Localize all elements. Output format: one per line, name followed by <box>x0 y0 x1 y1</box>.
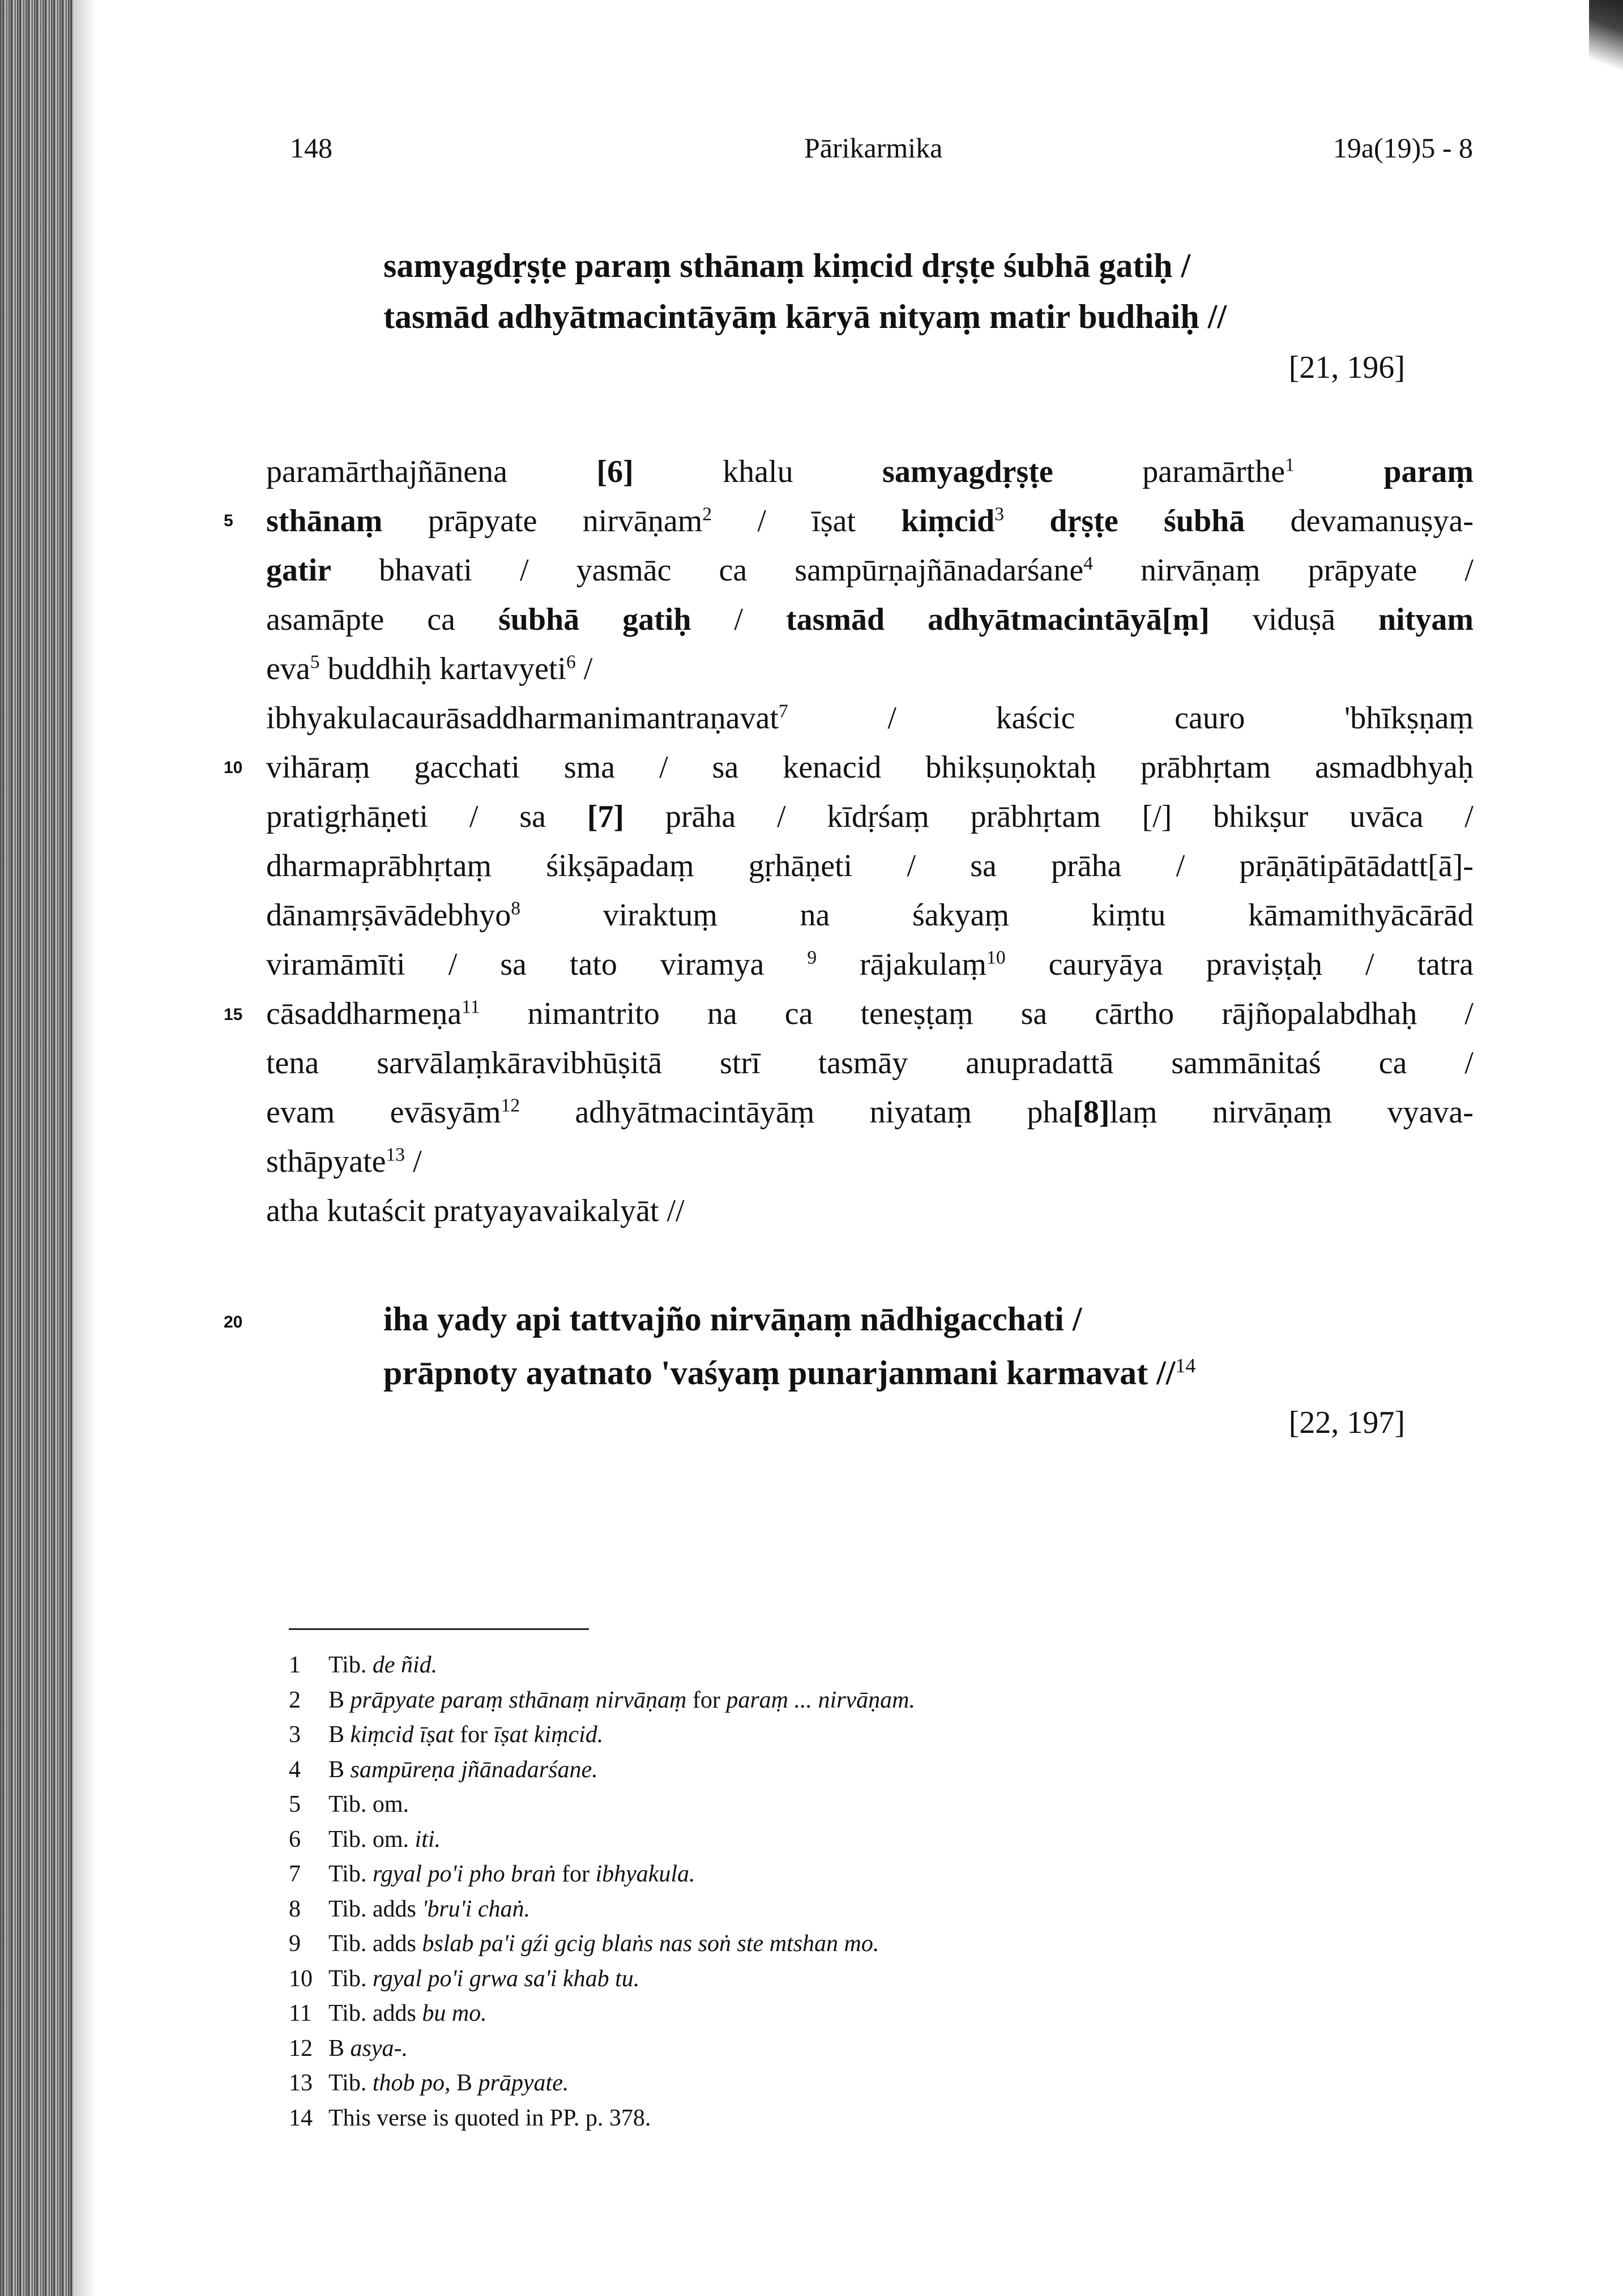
footnote-number: 12 <box>289 2035 313 2062</box>
verse-22-line-2: prāpnoty ayatnato 'vaśyaṃ punarjanmani karmavat //$^{14}$ <box>383 1354 1196 1392</box>
footnote <box>289 2066 915 2101</box>
footnote-number: 6 <box>289 1826 301 1853</box>
line-number: 10 <box>224 758 243 777</box>
footnote-number: 3 <box>289 1722 301 1748</box>
footnote <box>289 2101 915 2136</box>
footnote-text: B <box>328 2035 351 2062</box>
commentary-line: dharmaprābhṛtaṃ śikṣāpadaṃ gṛhāṇeti / sa prāha / prāṇātipātādatt[ā]- <box>266 848 1473 884</box>
footnote-text: Tib. om. <box>328 1791 409 1817</box>
footnote-text: B <box>328 1687 351 1713</box>
footnote-text: ibhyakula. <box>595 1861 695 1887</box>
folio-reference: 19a(19)5 - 8 <box>1332 132 1473 164</box>
footnote <box>289 1683 915 1718</box>
footnote-text: Tib. <box>328 1652 373 1678</box>
footnote-number: 2 <box>289 1687 301 1713</box>
line-number: 15 <box>224 1005 243 1024</box>
footnote <box>289 1648 915 1683</box>
footnote-text: asya-. <box>350 2035 408 2062</box>
footnote-text: for <box>556 1861 596 1887</box>
footnote-text: īṣat kiṃcid. <box>493 1722 604 1748</box>
line-number: 5 <box>224 511 233 530</box>
commentary-line: asamāpte ca śubhā gatiḥ / tasmād adhyātmacintāyā[ṃ] viduṣā nityam <box>266 602 1473 637</box>
commentary-line: gatir bhavati / yasmāc ca sampūrṇajñānadarśane$^4$ nirvāṇaṃ prāpyate / <box>266 553 1473 588</box>
verse-22-line-1: iha yady api tattvajño nirvāṇaṃ nādhigacchati / <box>383 1300 1082 1338</box>
footnote-text: Tib. adds <box>328 1896 422 1922</box>
footnote-number: 14 <box>289 2105 313 2131</box>
commentary-line: pratigṛhāṇeti / sa [7] prāha / kīdṛśaṃ prābhṛtam [/] bhikṣur uvāca / <box>266 799 1473 834</box>
footnote <box>289 1718 915 1753</box>
footnote-text: Tib. adds <box>328 2000 422 2026</box>
footnote <box>289 2032 915 2067</box>
footnote-text: sampūreṇa jñānadarśane. <box>350 1756 598 1783</box>
footnote-text: B <box>328 1756 351 1783</box>
commentary-line: tena sarvālaṃkāravibhūṣitā strī tasmāy anupradattā sammānitaś ca / <box>266 1045 1473 1081</box>
footnote-text: Tib. <box>328 2070 373 2096</box>
footnote-text: for <box>454 1722 494 1748</box>
commentary-line: dānamṛṣāvādebhyo$^8$ viraktuṃ na śakyaṃ kiṃtu kāmamithyācārād <box>266 898 1473 933</box>
binding-shadow <box>74 0 96 2296</box>
footnote-text: paraṃ ... nirvāṇam. <box>726 1687 915 1713</box>
footnote <box>289 1787 915 1823</box>
footnote <box>289 1996 915 2032</box>
footnote-text: kiṃcid īṣat <box>350 1722 454 1748</box>
footnote-text: bu mo. <box>422 2000 487 2026</box>
book-binding-edge <box>0 0 74 2296</box>
commentary-line: sthāpyate$^{13}$ / <box>266 1144 422 1179</box>
commentary-line: paramārthajñānena [6] khalu samyagdṛṣṭe paramārthe$^1$ paraṃ <box>266 454 1473 489</box>
verse-22-reference: [22, 197] <box>1288 1405 1405 1440</box>
footnote-text: This verse is quoted in PP. p. 378. <box>328 2105 651 2131</box>
verse-21-line-2: tasmād adhyātmacintāyāṃ kāryā nityaṃ matir budhaiḥ // <box>383 298 1227 335</box>
footnote-number: 9 <box>289 1931 301 1957</box>
verse-21-line-1: samyagdṛṣṭe paraṃ sthānaṃ kiṃcid dṛṣṭe śubhā gatiḥ / <box>383 247 1191 284</box>
footnote-number: 11 <box>289 2000 312 2026</box>
footnote-text: rgyal po'i pho braṅ <box>372 1861 556 1887</box>
scan-corner-artifact <box>1589 0 1623 91</box>
footnote <box>289 1753 915 1788</box>
commentary-line: eva$^5$ buddhiḥ kartavyeti$^6$ / <box>266 651 593 686</box>
footnote-text: Tib. om. <box>328 1826 415 1853</box>
footnote-text: de ñid. <box>372 1652 438 1678</box>
commentary-line: evam evāsyām$^{12}$ adhyātmacintāyāṃ niyataṃ pha[8]laṃ nirvāṇaṃ vyava- <box>266 1095 1474 1130</box>
commentary-line: atha kutaścit pratyayavaikalyāt // <box>266 1193 685 1228</box>
footnote <box>289 1962 915 1997</box>
running-title: Pārikarmika <box>804 132 943 164</box>
footnote-number: 13 <box>289 2070 313 2096</box>
footnote-text: Tib. <box>328 1965 373 1992</box>
footnote-text: Tib. adds <box>328 1931 422 1957</box>
commentary-paragraph <box>266 447 1473 1236</box>
footnote <box>289 1927 915 1962</box>
footnote <box>289 1823 915 1858</box>
footnote <box>289 1857 915 1892</box>
footnote-number: 5 <box>289 1791 301 1817</box>
commentary-line: vihāraṃ gacchati sma / sa kenacid bhikṣuṇoktaḥ prābhṛtam asmadbhyaḥ <box>266 750 1473 785</box>
verse-21-reference: [21, 196] <box>1288 350 1405 385</box>
footnote-text: thob po, <box>372 2070 451 2096</box>
commentary-line: sthānaṃ prāpyate nirvāṇam$^2$ / īṣat kiṃcid$^3$ dṛṣṭe śubhā devamanuṣya- <box>266 503 1474 539</box>
commentary-line: ibhyakulacaurāsaddharmanimantraṇavat$^7$ / kaścic cauro 'bhīkṣṇaṃ <box>266 701 1473 736</box>
footnote-text: iti. <box>415 1826 441 1853</box>
footnote-text: B <box>328 1722 351 1748</box>
line-number: 20 <box>224 1313 243 1331</box>
footnote-text: prāpyate. <box>478 2070 569 2096</box>
footnote-text: 'bru'i chaṅ. <box>422 1896 530 1922</box>
footnote-number: 8 <box>289 1896 301 1922</box>
commentary-line: cāsaddharmeṇa$^{11}$ nimantrito na ca teneṣṭaṃ sa cārtho rājñopalabdhaḥ / <box>266 996 1473 1031</box>
footnote-text: Tib. <box>328 1861 373 1887</box>
footnote-number: 4 <box>289 1756 301 1783</box>
footnote-text: rgyal po'i grwa sa'i khab tu. <box>372 1965 640 1992</box>
footnote-number: 7 <box>289 1861 301 1887</box>
commentary-line: viramāmīti / sa tato viramya $^9$ rājakulaṃ$^{10}$ cauryāya praviṣṭaḥ / tatra <box>266 947 1473 982</box>
footnote-separator <box>289 1628 589 1630</box>
footnote-text: prāpyate paraṃ sthānaṃ nirvāṇaṃ <box>350 1687 687 1713</box>
footnote <box>289 1892 915 1927</box>
footnote-text: bslab pa'i gźi gcig blaṅs nas soṅ ste mtshan mo. <box>422 1931 879 1957</box>
footnote-list <box>289 1648 915 2136</box>
footnote-text: for <box>686 1687 727 1713</box>
page-number: 148 <box>290 132 332 164</box>
footnote-text: B <box>450 2070 479 2096</box>
footnote-number: 1 <box>289 1652 301 1678</box>
footnote-number: 10 <box>289 1965 313 1992</box>
